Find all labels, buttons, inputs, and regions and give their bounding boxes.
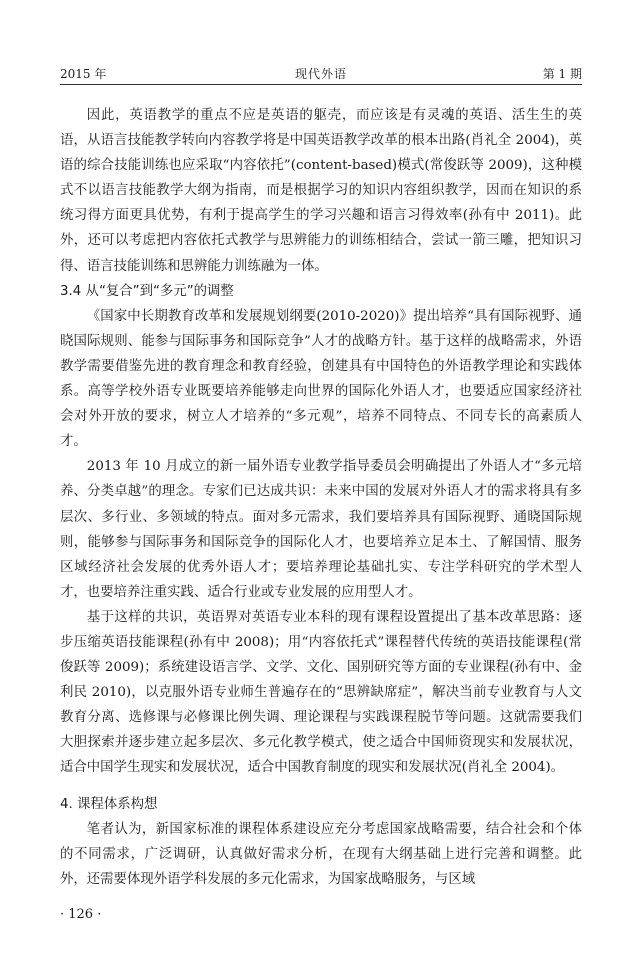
section-heading-4: 4. 课程体系构想 [60, 796, 158, 812]
body-paragraph: 因此，英语教学的重点不应是英语的躯壳，而应该是有灵魂的英语、活生生的英语，从语言技能教学转向内容教学将是中国英语教学改革的根本出路(肖礼全 2004)，英语的综合技能训练也应采取“内容依托”(content-based)模式(常俊跃等 2009)，这种模式不以语言技能教学大纲为指南，而是根据学习的知识内容组织教学，因而在知识的系统习得方面更具优势，有利于提高学生的学习兴趣和语言习得效率(孙有中 2011)。此外，还可以考虑把内容依托式教学与思辨能力的训练相结合，尝试一箭三雕，把知识习得、语言技能训练和思辨能力训练融为一体。 [60, 108, 582, 274]
running-header [60, 64, 582, 85]
body-paragraph: 笔者认为，新国家标准的课程体系建设应充分考虑国家战略需要，结合社会和个体的不同需求，广泛调研，认真做好需求分析，在现有大纲基础上进行完善和调整。此外，还需要体现外语学科发展的多元化需求，为国家战略服务，与区域 [60, 821, 582, 887]
header-issue: 第 1 期 [542, 67, 582, 81]
header-year: 2015 年 [60, 67, 107, 81]
body-paragraph: 《国家中长期教育改革和发展规划纲要(2010-2020)》提出培养“具有国际视野、通晓国际规则、能参与国际事务和国际竞争”人才的战略方针。基于这样的战略需求，外语教学需要借鉴先进的教育理念和教育经验，创建具有中国特色的外语教学理论和实践体系。高等学校外语专业既要培养能够走向世界的国际化外语人才，也要适应国家经济社会对外开放的要求，树立人才培养的“多元观”，培养不同特点、不同专长的高素质人才。 [60, 308, 582, 450]
header-journal-title: 现代外语 [294, 67, 347, 81]
section-heading-3-4: 3.4 从“复合”到“多元”的调整 [60, 283, 234, 299]
body-paragraph: 基于这样的共识，英语界对英语专业本科的现有课程设置提出了基本改革思路：逐步压缩英语技能课程(孙有中 2008)；用“内容依托式”课程替代传统的英语技能课程(常俊跃等 2009)；系统建设语言学、文学、文化、国别研究等方面的专业课程(孙有中、金利民 2010)，以克服外语专业师生普遍存在的“思辨缺席症”，解决当前专业教育与人文教育分离、选修课与必修课比例失调、理论课程与实践课程脱节等问题。这就需要我们大胆探索并逐步建立起多层次、多元化教学模式，使之适合中国师资现实和发展状况，适合中国学生现实和发展状况，适合中国教育制度的现实和发展状况(肖礼全 2004)。 [60, 609, 582, 776]
body-paragraph: 2013 年 10 月成立的新一届外语专业教学指导委员会明确提出了外语人才“多元培养、分类卓越”的理念。专家们已达成共识：未来中国的发展对外语人才的需求将具有多层次、多行业、多领域的特点。面对多元需求，我们要培养具有国际视野、通晓国际规则，能够参与国际事务和国际竞争的国际化人才，也要培养立足本土、了解国情、服务区域经济社会发展的优秀外语人才；要培养理论基础扎实、专注学科研究的学术型人才，也要培养注重实践、适合行业或专业发展的应用型人才。 [60, 459, 582, 600]
article-body [60, 103, 582, 892]
page-number: · 126 · [60, 907, 102, 922]
